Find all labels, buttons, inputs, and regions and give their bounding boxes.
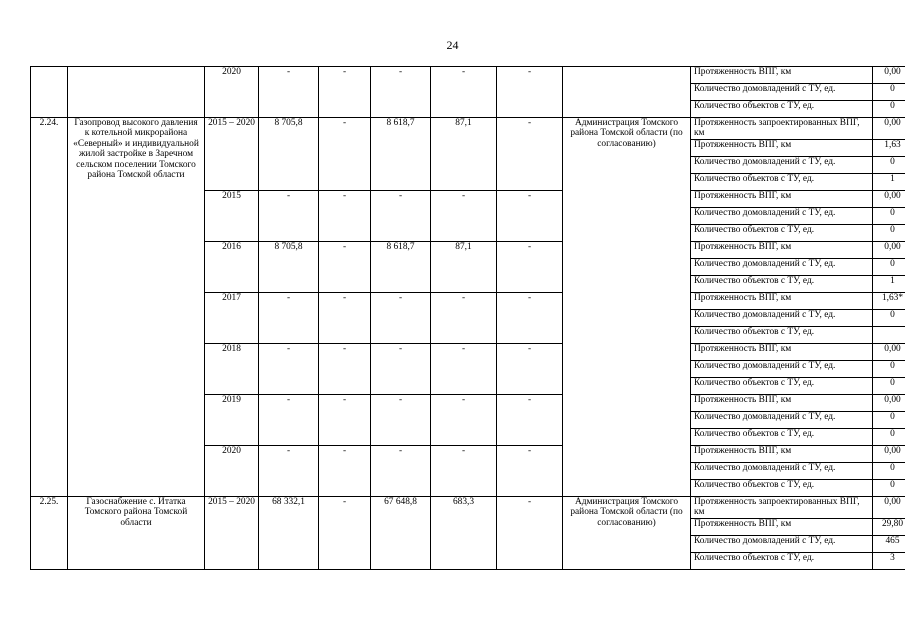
indicator-label: Количество домовладений с ТУ, ед. [691,84,873,101]
number-cell: 2.25. [31,496,68,569]
finance-cell: 8 618,7 [371,241,431,292]
year-cell: 2016 [205,241,259,292]
indicator-label: Протяженность ВПГ, км [691,445,873,462]
finance-cell: - [319,67,371,118]
indicator-label: Количество домовладений с ТУ, ед. [691,156,873,173]
finance-cell: - [319,190,371,241]
finance-cell: 8 705,8 [259,118,319,191]
finance-cell: - [371,67,431,118]
finance-cell: - [319,394,371,445]
year-cell: 2017 [205,292,259,343]
indicator-value: 3 [873,552,905,569]
finance-cell: - [319,496,371,569]
indicator-value: 0 [873,224,905,241]
indicator-label: Протяженность ВПГ, км [691,292,873,309]
indicator-value: 1,63 [873,139,905,156]
indicator-label: Количество домовладений с ТУ, ед. [691,411,873,428]
indicator-value: 0,00 [873,241,905,258]
finance-cell: - [497,496,563,569]
indicator-value: 0 [873,377,905,394]
indicator-value: 0 [873,411,905,428]
indicator-value: 1 [873,275,905,292]
executor-cell [563,67,691,118]
table-body [31,67,905,570]
indicator-value: 0 [873,462,905,479]
indicator-label: Протяженность ВПГ, км [691,394,873,411]
indicator-value: 0,00 [873,394,905,411]
finance-cell: - [319,292,371,343]
finance-cell: - [497,445,563,496]
executor-cell: Администрация Томского района Томской области (по согласованию) [563,496,691,569]
finance-cell: - [319,118,371,191]
indicator-label: Количество объектов с ТУ, ед. [691,479,873,496]
finance-cell: - [431,394,497,445]
indicator-value: 29,80 [873,518,905,535]
finance-cell: - [431,445,497,496]
finance-cell: 683,3 [431,496,497,569]
finance-cell: 8 705,8 [259,241,319,292]
finance-cell: - [259,343,319,394]
finance-cell: - [431,343,497,394]
table-row [31,496,905,518]
finance-cell: - [371,190,431,241]
finance-cell: - [497,292,563,343]
indicator-label: Количество домовладений с ТУ, ед. [691,360,873,377]
year-cell: 2015 – 2020 [205,118,259,191]
indicator-label: Количество домовладений с ТУ, ед. [691,258,873,275]
indicator-label: Протяженность ВПГ, км [691,139,873,156]
number-cell: 2.24. [31,118,68,497]
finance-cell: 87,1 [431,118,497,191]
finance-cell: 8 618,7 [371,118,431,191]
finance-cell: - [259,292,319,343]
indicator-label: Протяженность запроектированных ВПГ, км [691,496,873,518]
finance-cell: 68 332,1 [259,496,319,569]
indicator-label: Протяженность ВПГ, км [691,67,873,84]
indicator-label: Протяженность ВПГ, км [691,241,873,258]
page-number: 24 [446,38,459,52]
indicator-value: 0,00 [873,118,905,140]
finance-cell: - [319,343,371,394]
finance-cell: - [497,67,563,118]
indicator-value: 0,00 [873,496,905,518]
finance-cell: - [371,445,431,496]
year-cell: 2020 [205,67,259,118]
indicator-label: Количество объектов с ТУ, ед. [691,326,873,343]
indicator-value: 0 [873,428,905,445]
indicator-value: 0,00 [873,343,905,360]
finance-cell: - [371,343,431,394]
indicator-label: Количество объектов с ТУ, ед. [691,173,873,190]
indicator-label: Количество домовладений с ТУ, ед. [691,309,873,326]
finance-cell: - [497,118,563,191]
indicator-value: 0 [873,101,905,118]
table-row [31,118,905,140]
finance-cell: - [431,67,497,118]
finance-cell: - [497,394,563,445]
table-row [31,67,905,84]
indicator-label: Количество объектов с ТУ, ед. [691,377,873,394]
indicator-label: Количество объектов с ТУ, ед. [691,428,873,445]
indicator-label: Протяженность запроектированных ВПГ, км [691,118,873,140]
indicator-value: 0,00 [873,67,905,84]
finance-cell: - [431,190,497,241]
program-table [30,66,905,570]
indicator-label: Количество домовладений с ТУ, ед. [691,462,873,479]
indicator-label: Количество домовладений с ТУ, ед. [691,207,873,224]
finance-cell: - [259,190,319,241]
indicator-value: 465 [873,535,905,552]
indicator-value: 0 [873,479,905,496]
year-cell: 2020 [205,445,259,496]
indicator-value [873,326,905,343]
finance-cell: - [431,292,497,343]
indicator-label: Протяженность ВПГ, км [691,343,873,360]
executor-cell: Администрация Томского района Томской области (по согласованию) [563,118,691,497]
number-cell [31,67,68,118]
finance-cell: - [259,394,319,445]
indicator-value: 0,00 [873,445,905,462]
finance-cell: - [497,343,563,394]
indicator-value: 0 [873,360,905,377]
finance-cell: - [259,67,319,118]
finance-cell: - [319,445,371,496]
indicator-value: 0 [873,309,905,326]
year-cell: 2015 – 2020 [205,496,259,569]
finance-cell: - [319,241,371,292]
indicator-value: 0 [873,258,905,275]
name-cell: Газопровод высокого давления к котельной микрорайона «Северный» и индивидуальной жилой застройке в Заречном сельском поселении Томского района Томской области [68,118,205,497]
indicator-label: Протяженность ВПГ, км [691,190,873,207]
finance-cell: - [497,241,563,292]
indicator-label: Количество объектов с ТУ, ед. [691,275,873,292]
indicator-label: Протяженность ВПГ, км [691,518,873,535]
indicator-label: Количество объектов с ТУ, ед. [691,552,873,569]
indicator-value: 1,63* [873,292,905,309]
year-cell: 2018 [205,343,259,394]
finance-cell: - [371,394,431,445]
indicator-value: 1 [873,173,905,190]
year-cell: 2019 [205,394,259,445]
finance-cell: 67 648,8 [371,496,431,569]
indicator-label: Количество объектов с ТУ, ед. [691,101,873,118]
indicator-value: 0 [873,207,905,224]
name-cell [68,67,205,118]
indicator-label: Количество объектов с ТУ, ед. [691,224,873,241]
name-cell: Газоснабжение с. Итатка Томского района Томской области [68,496,205,569]
indicator-value: 0 [873,156,905,173]
indicator-value: 0,00 [873,190,905,207]
finance-cell: - [371,292,431,343]
indicator-value: 0 [873,84,905,101]
year-cell: 2015 [205,190,259,241]
finance-cell: - [259,445,319,496]
finance-cell: - [497,190,563,241]
indicator-label: Количество домовладений с ТУ, ед. [691,535,873,552]
finance-cell: 87,1 [431,241,497,292]
